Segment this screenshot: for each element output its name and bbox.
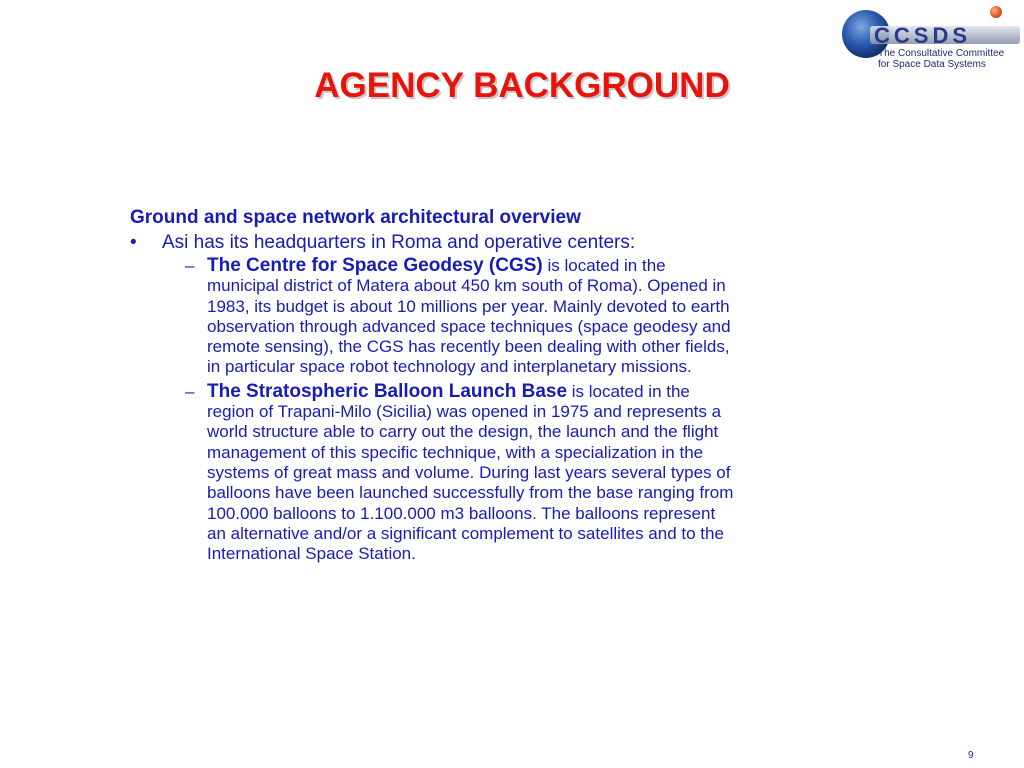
sub-item-text: is located in the bbox=[542, 256, 666, 275]
logo-wordmark: CCSDS bbox=[874, 23, 972, 48]
sub-item-lead: The Stratospheric Balloon Launch Base bbox=[207, 380, 568, 402]
sub-item-lead: The Centre for Space Geodesy (CGS) bbox=[207, 255, 543, 276]
sub-item-line bbox=[207, 382, 922, 402]
sub-item-line: management of this specific technique, with a specialization in the bbox=[207, 442, 704, 462]
sub-item-line: 100.000 balloons to 1.100.000 m3 balloons. The balloons represent bbox=[207, 503, 716, 523]
sub-item-text: is located in the bbox=[567, 381, 690, 401]
logo-caption-line2: for Space Data Systems bbox=[878, 59, 986, 70]
page-number: 9 bbox=[968, 750, 974, 761]
sub-item-cgs bbox=[185, 255, 922, 378]
sub-item-line: balloons have been launched successfully from the base ranging from bbox=[207, 483, 734, 503]
sub-item-line bbox=[207, 256, 922, 276]
sub-item-line: observation through advanced space techniques (space geodesy and bbox=[207, 316, 731, 336]
sub-item-line: in particular space robot technology and interplanetary missions. bbox=[207, 357, 692, 377]
slide-body bbox=[130, 206, 920, 564]
sub-item-line: remote sensing), the CGS has recently been dealing with other fields, bbox=[207, 337, 730, 357]
bullet-item bbox=[130, 230, 920, 256]
sub-item-line: municipal district of Matera about 450 km south of Roma). Opened in bbox=[207, 276, 726, 296]
slide-title: AGENCY BACKGROUND bbox=[314, 66, 730, 105]
bullet-text: Asi has its headquarters in Roma and operative centers: bbox=[162, 232, 636, 253]
sub-item-balloon-base bbox=[185, 380, 922, 565]
logo-caption-line1: The Consultative Committee bbox=[878, 48, 1005, 59]
section-heading: Ground and space network architectural overview bbox=[130, 207, 581, 228]
dash-icon: – bbox=[185, 381, 195, 401]
bullet-icon: • bbox=[130, 232, 137, 253]
sub-item-line: an alternative and/or a significant complement to satellites and to the bbox=[207, 523, 724, 543]
sub-item-line: world structure able to carry out the design, the launch and the flight bbox=[207, 422, 719, 442]
sub-item-line: International Space Station. bbox=[207, 544, 416, 564]
sub-item-line: region of Trapani-Milo (Sicilia) was opened in 1975 and represents a bbox=[207, 402, 722, 422]
sub-item-line: 1983, its budget is about 10 millions per year. Mainly devoted to earth bbox=[207, 296, 730, 316]
logo-caption bbox=[878, 48, 1024, 70]
dash-icon: – bbox=[185, 256, 195, 275]
sub-item-line: systems of great mass and volume. During last years several types of bbox=[207, 462, 731, 482]
ccsds-logo bbox=[836, 0, 1024, 80]
